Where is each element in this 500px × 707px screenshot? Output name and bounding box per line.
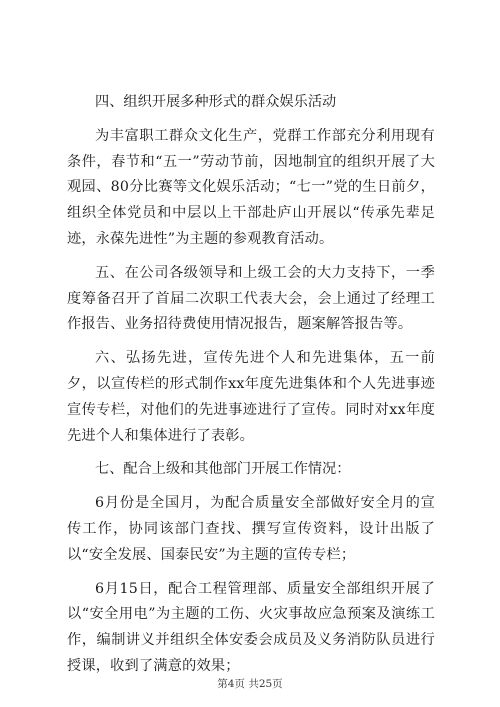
spacer — [67, 449, 435, 457]
document-body — [67, 90, 435, 680]
spacer — [67, 569, 435, 577]
paragraph-section-4: 为丰富职工群众文化生产，党群工作部充分利用现有条件，春节和“五一”劳动节前，因地制宜的组织开展了大观园、80分比赛等文化娱乐活动；“七一”党的生日前夕，组织全体党员和中层以上干部赴庐山开展以“传承先辈足迹，永葆先进性”为主题的参观教育活动。 — [67, 127, 435, 247]
paragraph-section-7b: 6月15日，配合工程管理部、质量安全部组织开展了以“安全用电”为主题的工伤、火灾事故应急预案及演练工作，编制讲义并组织全体安委会成员及义务消防队员进行授课，收到了满意的效果； — [67, 580, 435, 674]
page-footer: 第4页 共25页 — [217, 678, 283, 690]
spacer — [67, 253, 435, 261]
spacer — [67, 338, 435, 346]
spacer — [67, 116, 435, 124]
section-heading-4: 四、组织开展多种形式的群众娱乐活动 — [95, 94, 337, 110]
section-heading-7: 七、配合上级和其他部门开展工作情况： — [95, 461, 351, 478]
paragraph-section-7a: 6月份是全国月，为配合质量安全部做好安全月的宣传工作，协同该部门查找、撰写宣传资料，设计出版了以“安全发展、国泰民安”为主题的宣传专栏； — [67, 495, 435, 563]
paragraph-section-6: 六、弘扬先进，宣传先进个人和先进集体，五一前夕，以宣传栏的形式制作xx年度先进集体和个人先进事迹宣传专栏，对他们的先进事迹进行了宣传。同时对xx年度先进个人和集体进行了表彰。 — [67, 350, 435, 444]
paragraph-section-5: 五、在公司各级领导和上级工会的大力支持下，一季度筹备召开了首届二次职工代表大会，会上通过了经理工作报告、业务招待费使用情况报告，题案解答报告等。 — [67, 264, 435, 333]
spacer — [67, 483, 435, 491]
